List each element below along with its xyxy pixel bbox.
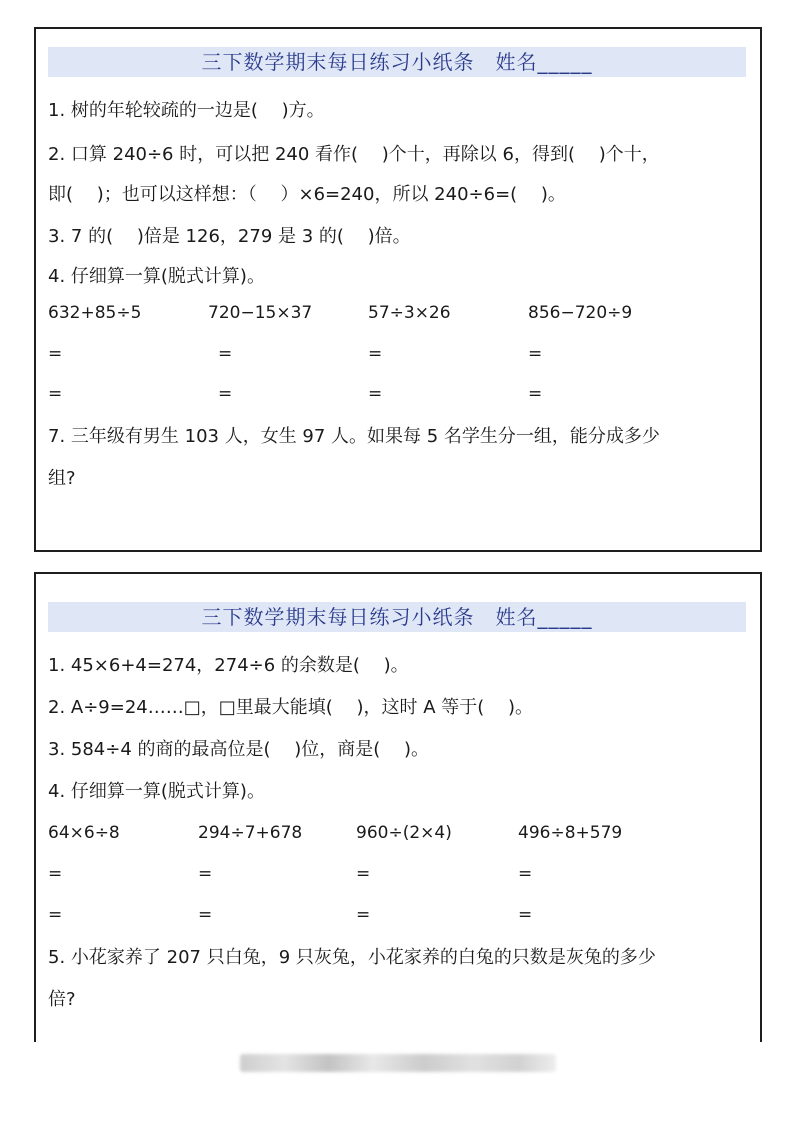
expression-2: 294÷7+678 bbox=[198, 823, 303, 843]
question-3: 3. 7 的( )倍是 126，279 是 3 的( )倍。 bbox=[48, 226, 411, 247]
equals-sign: = bbox=[48, 864, 63, 884]
expression-4: 496÷8+579 bbox=[518, 823, 623, 843]
expression-1: 64×6÷8 bbox=[48, 823, 120, 843]
equals-sign: = bbox=[528, 384, 543, 404]
equals-sign: = bbox=[198, 864, 213, 884]
expression-1: 632+85÷5 bbox=[48, 303, 142, 323]
expression-4: 856−720÷9 bbox=[528, 303, 633, 323]
equals-sign: = bbox=[368, 384, 383, 404]
worksheet-card-1 bbox=[34, 27, 762, 552]
equals-sign: = bbox=[48, 905, 63, 925]
equals-sign: = bbox=[528, 344, 543, 364]
question-7-line-2: 组? bbox=[48, 468, 76, 489]
worksheet-title-banner: 三下数学期末每日练习小纸条 姓名_____ bbox=[48, 602, 746, 632]
equals-sign: = bbox=[48, 384, 63, 404]
worksheet-title-banner: 三下数学期末每日练习小纸条 姓名_____ bbox=[48, 47, 746, 77]
equals-sign: = bbox=[198, 905, 213, 925]
question-1: 1. 树的年轮较疏的一边是( )方。 bbox=[48, 100, 325, 121]
question-5-line-2: 倍? bbox=[48, 989, 76, 1010]
equals-sign: = bbox=[48, 344, 63, 364]
equals-sign: = bbox=[368, 344, 383, 364]
question-1: 1. 45×6+4=274，274÷6 的余数是( )。 bbox=[48, 655, 409, 676]
expression-3: 57÷3×26 bbox=[368, 303, 451, 323]
question-7-line-1: 7. 三年级有男生 103 人，女生 97 人。如果每 5 名学生分一组，能分成多少 bbox=[48, 426, 660, 447]
equals-sign: = bbox=[218, 384, 233, 404]
blurred-watermark bbox=[240, 1054, 556, 1072]
question-5-line-1: 5. 小花家养了 207 只白兔，9 只灰兔，小花家养的白兔的只数是灰兔的多少 bbox=[48, 947, 656, 968]
expression-3: 960÷(2×4) bbox=[356, 823, 452, 843]
question-4-heading: 4. 仔细算一算(脱式计算)。 bbox=[48, 266, 265, 287]
equals-sign: = bbox=[356, 905, 371, 925]
question-3: 3. 584÷4 的商的最高位是( )位，商是( )。 bbox=[48, 739, 430, 760]
equals-sign: = bbox=[518, 864, 533, 884]
question-4-heading: 4. 仔细算一算(脱式计算)。 bbox=[48, 781, 265, 802]
equals-sign: = bbox=[356, 864, 371, 884]
question-2-line-2: 即( )；也可以这样想：（ ）×6=240，所以 240÷6=( )。 bbox=[48, 184, 566, 205]
question-2-line-1: 2. 口算 240÷6 时，可以把 240 看作( )个十，再除以 6，得到( )个十， bbox=[48, 144, 660, 165]
equals-sign: = bbox=[518, 905, 533, 925]
question-2: 2. A÷9=24……□，□里最大能填( )，这时 A 等于( )。 bbox=[48, 697, 534, 718]
equals-sign: = bbox=[218, 344, 233, 364]
worksheet-card-2 bbox=[34, 572, 762, 1042]
expression-2: 720−15×37 bbox=[208, 303, 313, 323]
